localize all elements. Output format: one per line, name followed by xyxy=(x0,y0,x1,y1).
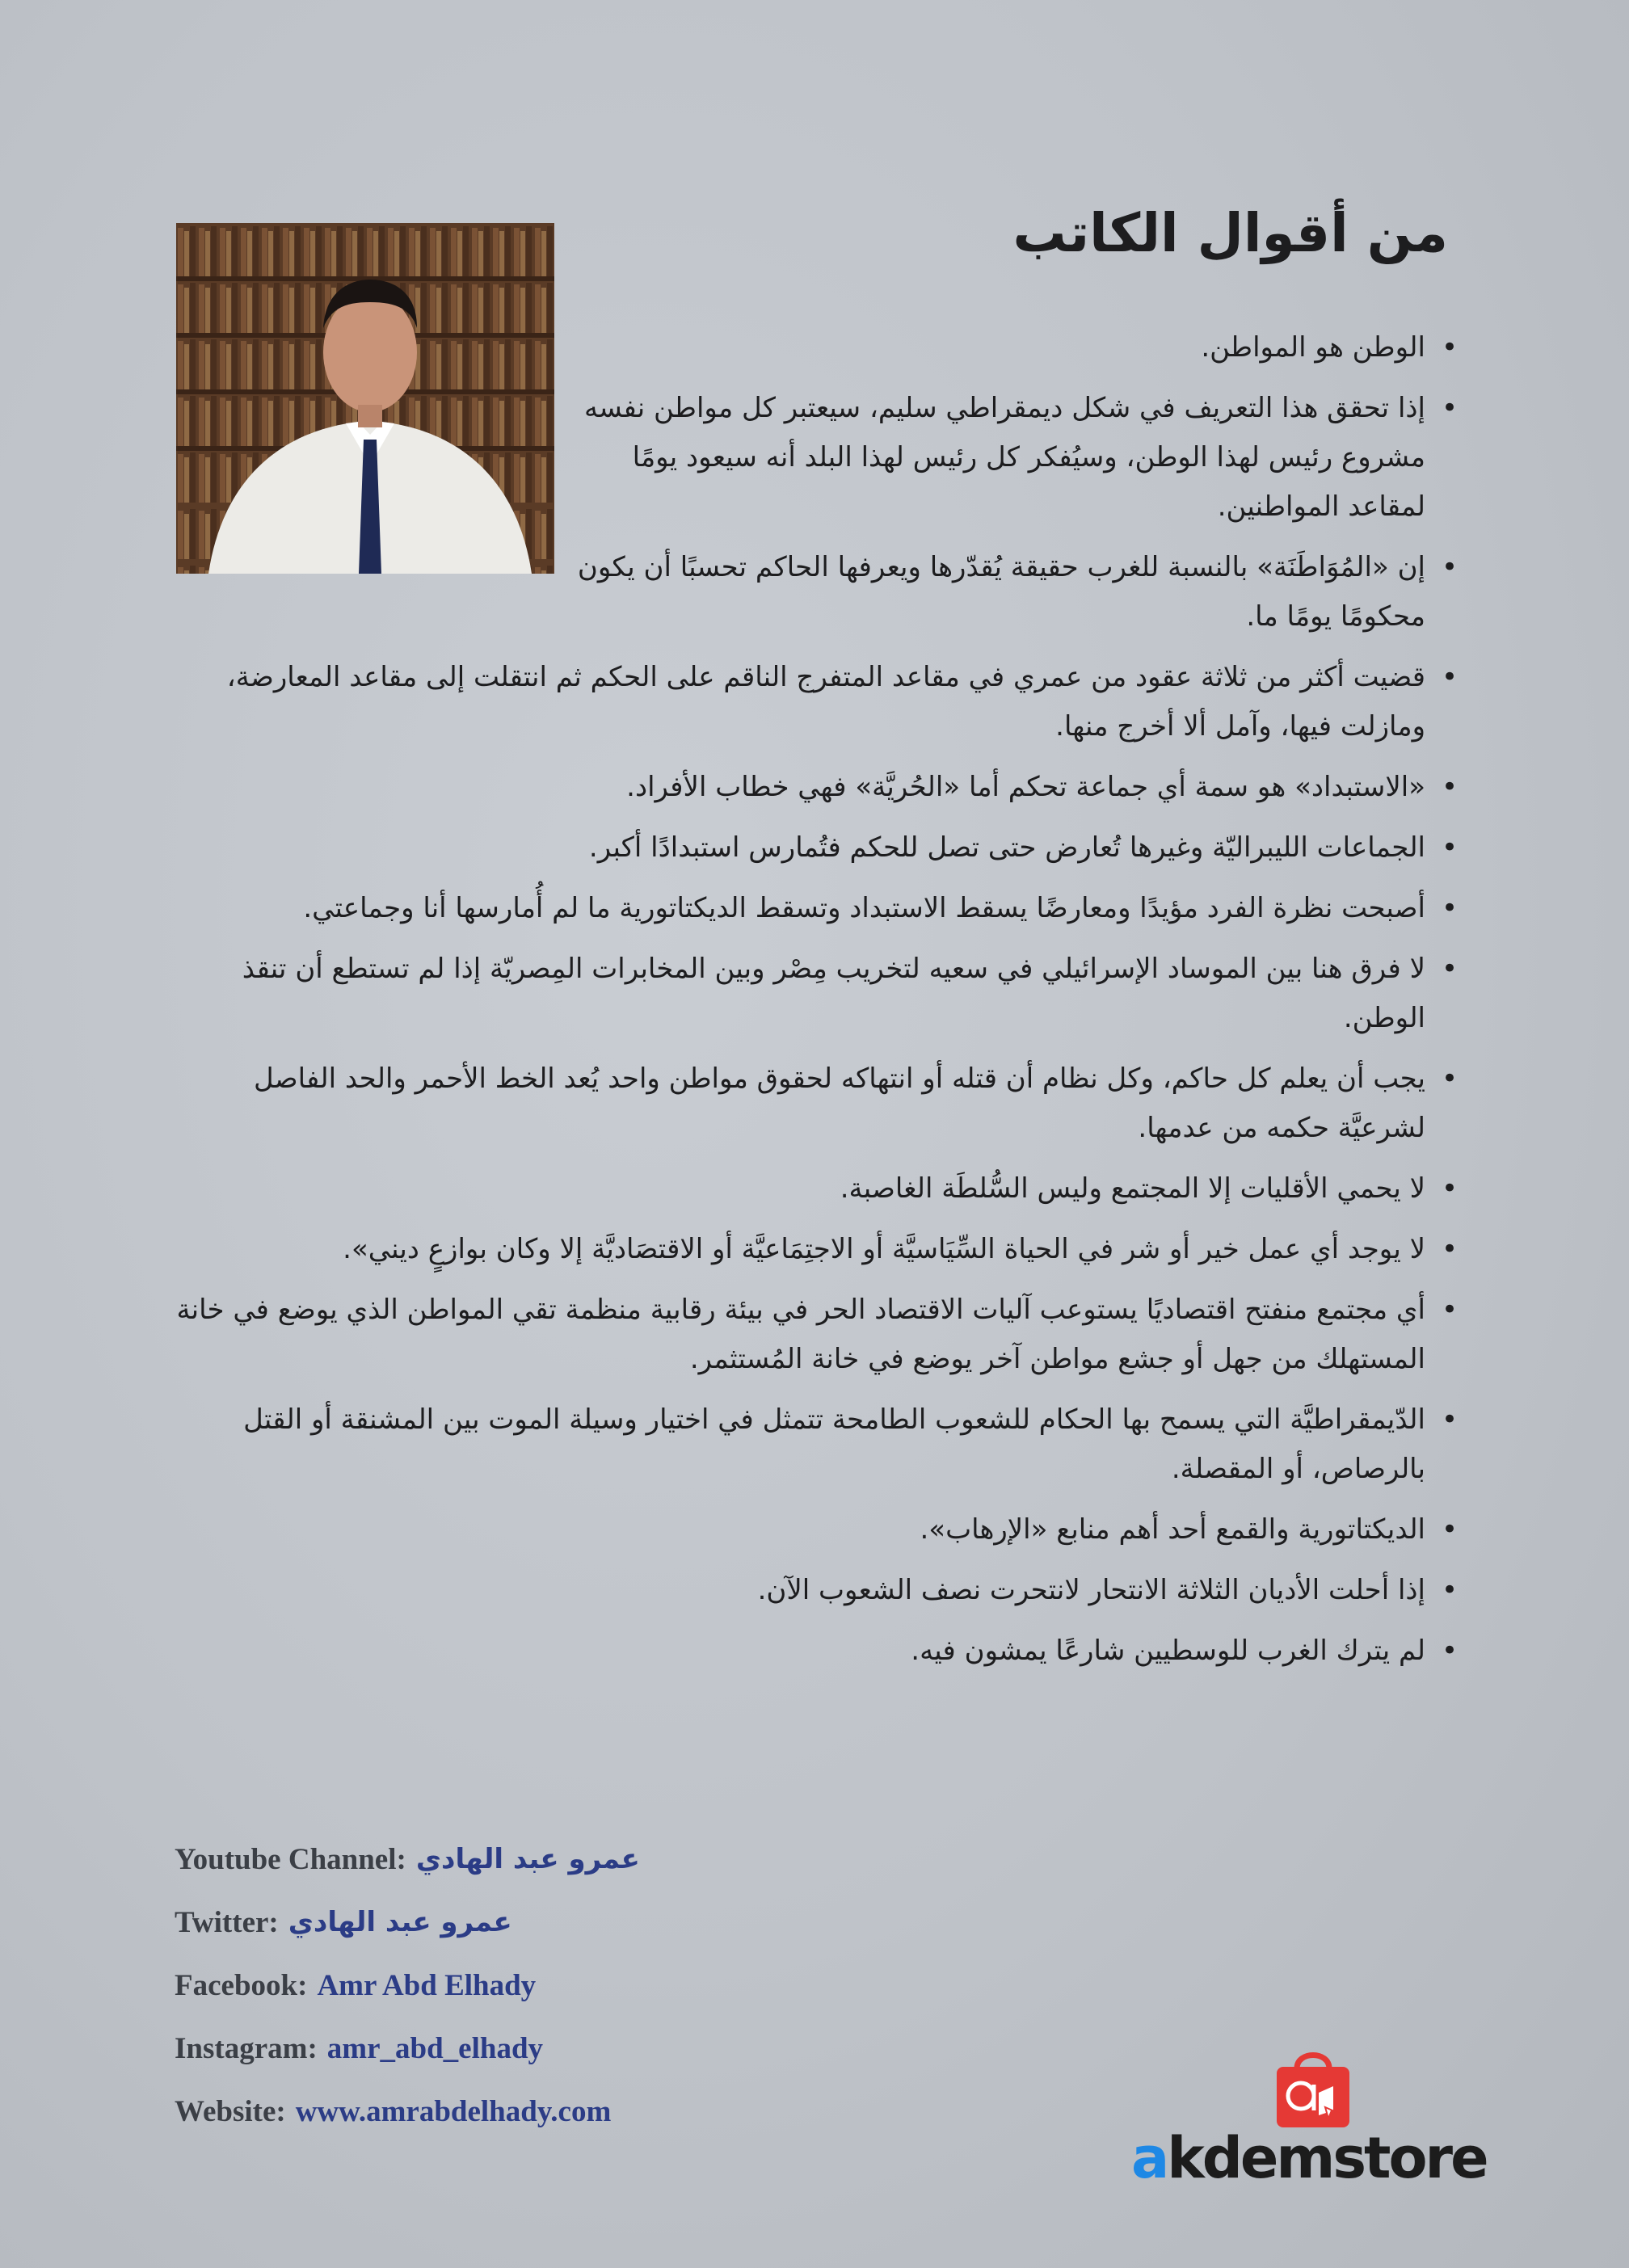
quote-item: • الدّيمقراطيَّة التي يسمح بها الحكام للشعوب الطامحة تتمثل في اختيار وسيلة الموت بين المشنقة أو القتل بالرصاص، أو المقصلة. xyxy=(176,1395,1458,1494)
social-value: Amr Abd Elhady xyxy=(317,1968,537,2002)
social-label: Youtube Channel: xyxy=(175,1842,406,1876)
quote-item: • أي مجتمع منفتح اقتصاديًا يستوعب آليات الاقتصاد الحر في بيئة رقابية منظمة تقي المواطن الذي يوضع في خانة المستهلك من جهل أو جشع مواطن آخر يوضع في خانة المُستثمر. xyxy=(176,1285,1458,1384)
quote-item: • يجب أن يعلم كل حاكم، وكل نظام أن قتله أو انتهاكه لحقوق مواطن واحد يُعد الخط الأحمر والحد الفاصل لشرعيَّة حكمه من عدمها. xyxy=(176,1054,1458,1153)
social-facebook xyxy=(175,1954,902,2017)
quote-item: • لا يحمي الأقليات إلا المجتمع وليس السُّلطَة الغاصبة. xyxy=(176,1164,1458,1214)
quote-item: • «الاستبداد» هو سمة أي جماعة تحكم أما «الحُريَّة» فهي خطاب الأفراد. xyxy=(176,763,1458,812)
quote-item: • لم يترك الغرب للوسطيين شارعًا يمشون فيه. xyxy=(176,1626,1458,1676)
social-value: www.amrabdelhady.com xyxy=(295,2094,612,2128)
quotes-list xyxy=(176,323,1458,1687)
quote-item: • الوطن هو المواطن. xyxy=(569,323,1458,372)
social-twitter xyxy=(175,1891,902,1954)
store-logo-a: a xyxy=(1131,2125,1168,2191)
store-logo-text xyxy=(1131,2125,1487,2191)
store-logo xyxy=(1131,2044,1487,2206)
social-website xyxy=(175,2080,902,2143)
social-value: عمرو عبد الهادي xyxy=(415,1843,640,1875)
quote-item: • الديكتاتورية والقمع أحد أهم منابع «الإرهاب». xyxy=(176,1505,1458,1555)
quote-item: • أصبحت نظرة الفرد مؤيدًا ومعارضًا يسقط الاستبداد وتسقط الديكتاتورية ما لم أُمارسها أنا وجماعتي. xyxy=(176,884,1458,933)
social-youtube xyxy=(175,1828,902,1891)
social-links xyxy=(175,1828,902,2143)
quote-item: • قضيت أكثر من ثلاثة عقود من عمري في مقاعد المتفرج الناقم على الحكم ثم انتقلت إلى مقاعد المعارضة، ومازلت فيها، وآمل ألا أخرج منها. xyxy=(176,653,1458,751)
quote-item: • لا فرق هنا بين الموساد الإسرائيلي في سعيه لتخريب مِصْر وبين المخابرات المِصريّة إذا لم تستطع أن تنقذ الوطن. xyxy=(176,945,1458,1043)
quote-item: • لا يوجد أي عمل خير أو شر في الحياة السِّيَاسيَّة أو الاجتِمَاعيَّة أو الاقتصَاديَّة إلا وكان بوازعٍ ديني». xyxy=(176,1225,1458,1274)
store-logo-rest: kdemstore xyxy=(1167,2125,1487,2191)
social-label: Twitter: xyxy=(175,1905,279,1939)
quote-item: • إن «المُوَاطَنَة» بالنسبة للغرب حقيقة يُقدّرها ويعرفها الحاكم تحسبًا أن يكون محكومًا يومًا ما. xyxy=(569,543,1458,642)
social-label: Website: xyxy=(175,2094,286,2128)
social-instagram xyxy=(175,2017,902,2080)
page-title: من أقوال الكاتب xyxy=(1012,202,1448,264)
quote-item: • إذا تحقق هذا التعريف في شكل ديمقراطي سليم، سيعتبر كل مواطن نفسه مشروع رئيس لهذا الوطن، وسيُفكر كل رئيس لهذا البلد أنه سيعود يومًا لمقاعد المواطنين. xyxy=(569,384,1458,532)
social-value: عمرو عبد الهادي xyxy=(288,1906,512,1938)
social-label: Instagram: xyxy=(175,2031,318,2065)
quote-item: • إذا أحلت الأديان الثلاثة الانتحار لانتحرت نصف الشعوب الآن. xyxy=(176,1566,1458,1615)
social-value: amr_abd_elhady xyxy=(326,2031,544,2065)
quote-item: • الجماعات الليبراليّة وغيرها تُعارض حتى تصل للحكم فتُمارس استبدادًا أكبر. xyxy=(176,823,1458,873)
social-label: Facebook: xyxy=(175,1968,308,2002)
gift-bag-icon xyxy=(1269,2044,1358,2129)
